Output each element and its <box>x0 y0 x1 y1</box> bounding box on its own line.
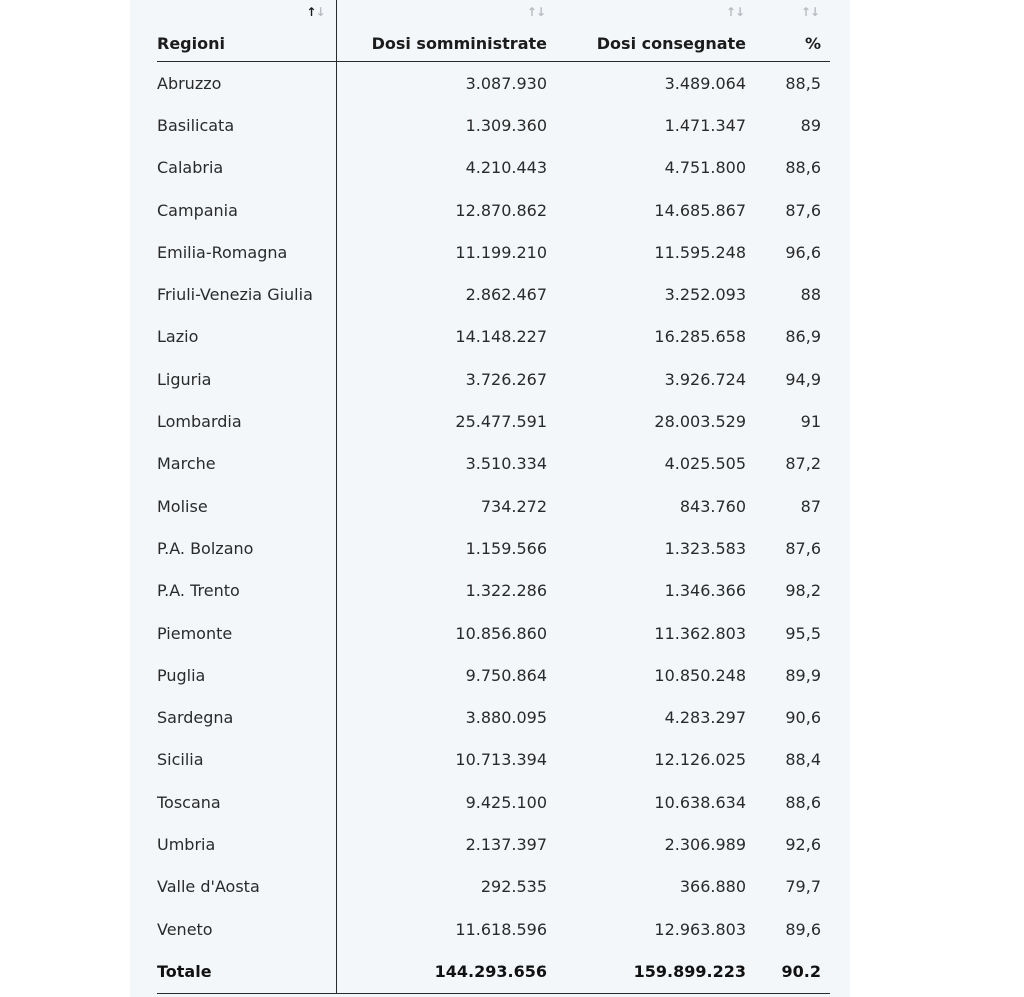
total-label: Totale <box>157 950 336 993</box>
cell-dosi-consegnate: 3.252.093 <box>664 285 746 305</box>
cell-percent: 89,6 <box>785 919 821 939</box>
table-header-row <box>157 0 830 62</box>
cell-percent: 87 <box>800 496 821 516</box>
column-header-percent[interactable] <box>755 0 830 62</box>
cell-dosi-consegnate: 4.025.505 <box>664 454 746 474</box>
cell-dosi-somministrate: 3.880.095 <box>465 708 547 728</box>
cell-dosi-consegnate: 16.285.658 <box>654 327 746 347</box>
table-panel <box>130 0 850 997</box>
sort-icon[interactable]: ↑↓ <box>526 5 545 19</box>
cell-dosi-consegnate: 10.850.248 <box>654 665 746 685</box>
cell-percent: 88,5 <box>785 73 821 93</box>
cell-dosi-somministrate: 11.199.210 <box>455 242 547 262</box>
table-row <box>157 62 830 105</box>
table-row <box>157 273 830 315</box>
cell-dosi-consegnate: 12.963.803 <box>654 919 746 939</box>
cell-region: Veneto <box>157 908 336 950</box>
cell-percent: 88,4 <box>785 750 821 770</box>
cell-percent: 88,6 <box>785 792 821 812</box>
cell-region: Umbria <box>157 823 336 865</box>
cell-dosi-consegnate: 12.126.025 <box>654 750 746 770</box>
cell-dosi-somministrate: 14.148.227 <box>455 327 547 347</box>
cell-percent: 88,6 <box>785 158 821 178</box>
table-row <box>157 527 830 569</box>
cell-region: Toscana <box>157 781 336 823</box>
cell-dosi-consegnate: 11.362.803 <box>654 623 746 643</box>
cell-dosi-consegnate: 28.003.529 <box>654 412 746 432</box>
cell-region: Valle d'Aosta <box>157 866 336 908</box>
cell-dosi-consegnate: 1.471.347 <box>664 115 746 135</box>
cell-region: Lazio <box>157 316 336 358</box>
cell-dosi-somministrate: 292.535 <box>480 877 547 897</box>
column-header-label: Dosi consegnate <box>596 34 746 53</box>
cell-dosi-somministrate: 3.510.334 <box>465 454 547 474</box>
cell-dosi-somministrate: 734.272 <box>480 496 547 516</box>
table-row <box>157 147 830 189</box>
cell-dosi-somministrate: 3.726.267 <box>465 369 547 389</box>
cell-percent: 92,6 <box>785 834 821 854</box>
table-row <box>157 443 830 485</box>
cell-dosi-consegnate: 10.638.634 <box>654 792 746 812</box>
cell-dosi-somministrate: 10.856.860 <box>455 623 547 643</box>
cell-dosi-consegnate: 366.880 <box>679 877 746 897</box>
cell-dosi-somministrate: 2.862.467 <box>465 285 547 305</box>
cell-dosi-somministrate: 4.210.443 <box>465 158 547 178</box>
total-dosi-consegnate: 159.899.223 <box>556 950 755 993</box>
sort-icon[interactable]: ↑↓ <box>725 5 744 19</box>
cell-region: P.A. Trento <box>157 570 336 612</box>
sort-icon[interactable]: ↑↓ <box>306 5 325 19</box>
column-header-dosi-somministrate[interactable] <box>336 0 556 62</box>
cell-region: Lombardia <box>157 400 336 442</box>
cell-percent: 87,2 <box>785 454 821 474</box>
cell-percent: 86,9 <box>785 327 821 347</box>
table-row <box>157 781 830 823</box>
table-row <box>157 739 830 781</box>
cell-dosi-consegnate: 2.306.989 <box>664 834 746 854</box>
cell-region: P.A. Bolzano <box>157 527 336 569</box>
column-header-label: % <box>804 34 821 53</box>
cell-dosi-somministrate: 12.870.862 <box>455 200 547 220</box>
total-dosi-somministrate: 144.293.656 <box>336 950 556 993</box>
cell-dosi-somministrate: 1.159.566 <box>465 538 547 558</box>
column-header-dosi-consegnate[interactable] <box>556 0 755 62</box>
table-row <box>157 612 830 654</box>
cell-region: Sicilia <box>157 739 336 781</box>
table-row <box>157 866 830 908</box>
table-row <box>157 823 830 865</box>
cell-region: Calabria <box>157 147 336 189</box>
sort-icon[interactable]: ↑↓ <box>800 5 819 19</box>
cell-dosi-consegnate: 3.489.064 <box>664 73 746 93</box>
cell-region: Basilicata <box>157 104 336 146</box>
table-row <box>157 358 830 400</box>
cell-region: Molise <box>157 485 336 527</box>
cell-region: Friuli-Venezia Giulia <box>157 273 336 315</box>
table-row <box>157 570 830 612</box>
cell-dosi-consegnate: 11.595.248 <box>654 242 746 262</box>
cell-dosi-somministrate: 2.137.397 <box>465 834 547 854</box>
table-total-row <box>157 950 830 993</box>
table-row <box>157 908 830 950</box>
cell-percent: 91 <box>800 412 821 432</box>
cell-region: Puglia <box>157 654 336 696</box>
cell-percent: 90,6 <box>785 708 821 728</box>
column-header-label: Dosi somministrate <box>371 34 547 53</box>
table-row <box>157 231 830 273</box>
cell-percent: 98,2 <box>785 581 821 601</box>
cell-percent: 96,6 <box>785 242 821 262</box>
table-row <box>157 104 830 146</box>
cell-dosi-somministrate: 1.309.360 <box>465 115 547 135</box>
cell-dosi-consegnate: 1.346.366 <box>664 581 746 601</box>
column-header-label: Regioni <box>157 34 225 53</box>
cell-dosi-somministrate: 1.322.286 <box>465 581 547 601</box>
cell-dosi-consegnate: 4.751.800 <box>664 158 746 178</box>
cell-percent: 87,6 <box>785 538 821 558</box>
table-row <box>157 485 830 527</box>
table-row <box>157 654 830 696</box>
cell-region: Emilia-Romagna <box>157 231 336 273</box>
cell-percent: 89,9 <box>785 665 821 685</box>
cell-percent: 95,5 <box>785 623 821 643</box>
column-header-regioni[interactable] <box>157 0 336 62</box>
total-percent: 90.2 <box>755 950 830 993</box>
cell-region: Abruzzo <box>157 62 336 105</box>
cell-percent: 88 <box>800 285 821 305</box>
cell-dosi-somministrate: 9.425.100 <box>465 792 547 812</box>
cell-region: Liguria <box>157 358 336 400</box>
cell-percent: 87,6 <box>785 200 821 220</box>
cell-region: Campania <box>157 189 336 231</box>
table-row <box>157 189 830 231</box>
cell-dosi-consegnate: 3.926.724 <box>664 369 746 389</box>
table-row <box>157 696 830 738</box>
cell-percent: 79,7 <box>785 877 821 897</box>
vaccine-doses-table <box>157 0 830 994</box>
cell-dosi-somministrate: 11.618.596 <box>455 919 547 939</box>
table-row <box>157 316 830 358</box>
cell-dosi-consegnate: 843.760 <box>679 496 746 516</box>
table-row <box>157 400 830 442</box>
cell-dosi-consegnate: 14.685.867 <box>654 200 746 220</box>
cell-percent: 94,9 <box>785 369 821 389</box>
cell-region: Marche <box>157 443 336 485</box>
cell-region: Piemonte <box>157 612 336 654</box>
cell-dosi-somministrate: 10.713.394 <box>455 750 547 770</box>
cell-region: Sardegna <box>157 696 336 738</box>
cell-dosi-somministrate: 9.750.864 <box>465 665 547 685</box>
cell-dosi-consegnate: 4.283.297 <box>664 708 746 728</box>
cell-dosi-somministrate: 3.087.930 <box>465 73 547 93</box>
cell-dosi-somministrate: 25.477.591 <box>455 412 547 432</box>
cell-percent: 89 <box>800 115 821 135</box>
cell-dosi-consegnate: 1.323.583 <box>664 538 746 558</box>
